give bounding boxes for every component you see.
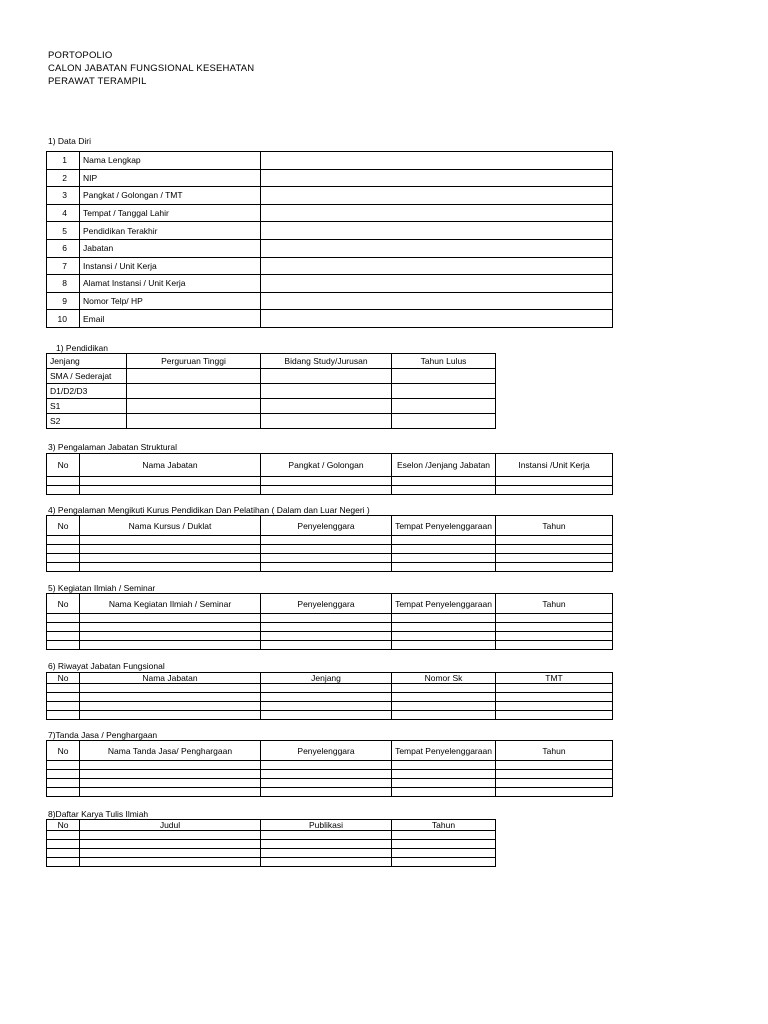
input-cell[interactable] <box>261 152 613 170</box>
table-row <box>47 711 613 720</box>
section-title-karya-tulis: 8)Daftar Karya Tulis Ilmiah <box>48 809 149 819</box>
table-row: D1/D2/D3 <box>47 384 496 399</box>
input-cell[interactable] <box>261 222 613 240</box>
section-title-fungsional: 6) Riwayat Jabatan Fungsional <box>48 661 165 671</box>
table-row <box>47 632 613 641</box>
section-title-data-diri: 1) Data Diri <box>48 136 91 146</box>
data-diri-table <box>46 151 613 328</box>
section-title-struktural: 3) Pengalaman Jabatan Struktural <box>48 442 177 452</box>
pendidikan-table <box>46 353 496 429</box>
karya-tulis-table <box>46 819 496 867</box>
input-cell[interactable] <box>261 257 613 275</box>
table-row <box>47 761 613 770</box>
tanda-jasa-table <box>46 740 613 797</box>
table-row <box>47 554 613 563</box>
kursus-table <box>46 515 613 572</box>
table-row <box>47 563 613 572</box>
table-header-row: No Nama Jabatan Pangkat / Golongan Eselon /Jenjang Jabatan Instansi /Unit Kerja <box>47 454 613 477</box>
table-header-row: No Judul Publikasi Tahun <box>47 820 496 831</box>
table-row <box>47 536 613 545</box>
fungsional-table <box>46 672 613 720</box>
table-row: 3 Pangkat / Golongan / TMT <box>47 187 613 205</box>
table-header-row: No Nama Jabatan Jenjang Nomor Sk TMT <box>47 673 613 684</box>
table-row <box>47 684 613 693</box>
table-row <box>47 840 496 849</box>
table-row: 10 Email <box>47 310 613 328</box>
table-row: 5 Pendidikan Terakhir <box>47 222 613 240</box>
table-row <box>47 849 496 858</box>
table-row <box>47 831 496 840</box>
table-row: 4 Tempat / Tanggal Lahir <box>47 204 613 222</box>
input-cell[interactable] <box>261 275 613 293</box>
input-cell[interactable] <box>261 187 613 205</box>
table-header-row: Jenjang Perguruan Tinggi Bidang Study/Jurusan Tahun Lulus <box>47 354 496 369</box>
table-row: S2 <box>47 414 496 429</box>
table-row: 8 Alamat Instansi / Unit Kerja <box>47 275 613 293</box>
table-row: 7 Instansi / Unit Kerja <box>47 257 613 275</box>
table-row <box>47 623 613 632</box>
table-row: 1 Nama Lengkap <box>47 152 613 170</box>
table-row <box>47 693 613 702</box>
table-row <box>47 641 613 650</box>
table-row <box>47 702 613 711</box>
table-row: 2 NIP <box>47 169 613 187</box>
input-cell[interactable] <box>261 169 613 187</box>
document-subtitle: CALON JABATAN FUNGSIONAL KESEHATAN <box>48 63 255 74</box>
table-header-row: No Nama Tanda Jasa/ Penghargaan Penyelenggara Tempat Penyelenggaraan Tahun <box>47 741 613 761</box>
document-title: PORTOPOLIO <box>48 50 113 61</box>
table-row <box>47 770 613 779</box>
struktural-table <box>46 453 613 495</box>
table-row <box>47 477 613 486</box>
table-row <box>47 486 613 495</box>
input-cell[interactable] <box>261 292 613 310</box>
table-row <box>47 858 496 867</box>
input-cell[interactable] <box>261 310 613 328</box>
table-row: S1 <box>47 399 496 414</box>
section-title-ilmiah: 5) Kegiatan Ilmiah / Seminar <box>48 583 156 593</box>
table-row <box>47 545 613 554</box>
table-row <box>47 614 613 623</box>
input-cell[interactable] <box>261 204 613 222</box>
table-header-row: No Nama Kursus / Duklat Penyelenggara Tempat Penyelenggaraan Tahun <box>47 516 613 536</box>
ilmiah-table <box>46 593 613 650</box>
table-row: 6 Jabatan <box>47 239 613 257</box>
section-title-kursus: 4) Pengalaman Mengikuti Kurus Pendidikan Dan Pelatihan ( Dalam dan Luar Negeri ) <box>48 505 370 515</box>
table-row <box>47 788 613 797</box>
section-title-tanda-jasa: 7)Tanda Jasa / Penghargaan <box>48 730 158 740</box>
document-subtitle-2: PERAWAT TERAMPIL <box>48 76 147 87</box>
input-cell[interactable] <box>261 239 613 257</box>
table-header-row: No Nama Kegiatan Ilmiah / Seminar Penyelenggara Tempat Penyelenggaraan Tahun <box>47 594 613 614</box>
table-row: SMA / Sederajat <box>47 369 496 384</box>
table-row: 9 Nomor Telp/ HP <box>47 292 613 310</box>
table-row <box>47 779 613 788</box>
section-title-pendidikan: 1) Pendidikan <box>56 343 108 353</box>
